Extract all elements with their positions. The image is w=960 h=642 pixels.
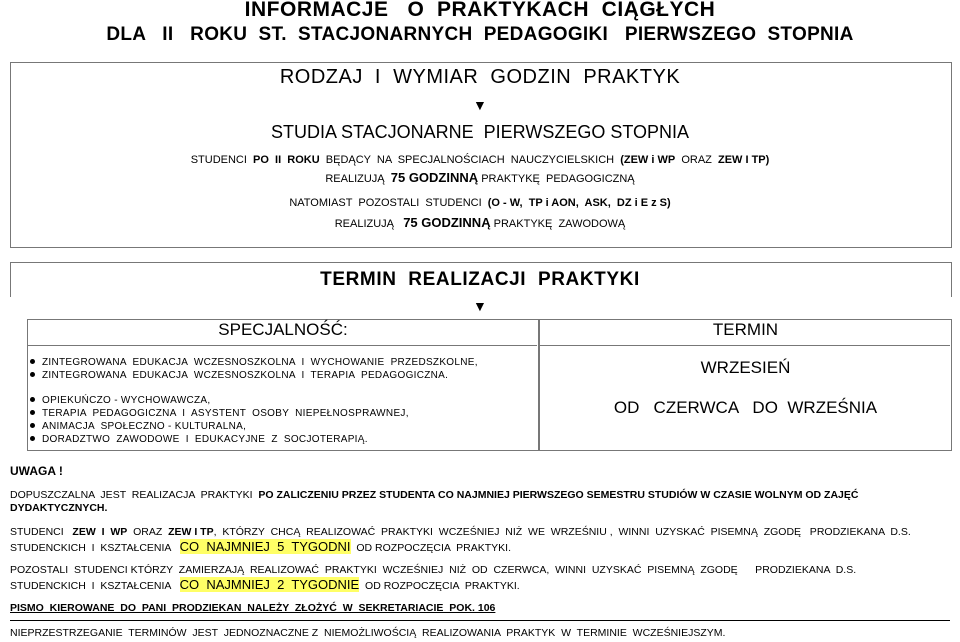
page-title: INFORMACJE O PRAKTYKACH CIĄGŁYCH: [244, 0, 716, 21]
divider: [27, 345, 537, 346]
studia-heading: STUDIA STACJONARNE PIERWSZEGO STOPNIA: [270, 122, 690, 142]
list-item: ZINTEGROWANA EDUKACJA WCZESNOSZKOLNA I WYCHOWANIE PRZEDSZKOLNE,: [30, 357, 478, 368]
hours-line-4: REALIZUJĄ 75 GODZINNĄ PRAKTYKĘ ZAWODOWĄ: [334, 215, 626, 230]
term-czerwiec-wrzesien: OD CZERWCA DO WRZEŚNIA: [613, 398, 878, 417]
note-paragraph-2-line-1: STUDENCI ZEW I WP ORAZ ZEW I TP, KTÓRZY CHCĄ REALIZOWAĆ PRAKTYKI WCZEŚNIEJ NIŻ WE WRZEŚNIU , WINNI UZYSKAĆ PISEMNĄ ZGODĘ PRODZIEKANA D.S.: [10, 526, 911, 538]
hours-line-2: REALIZUJĄ 75 GODZINNĄ PRAKTYKĘ PEDAGOGICZNĄ: [325, 170, 635, 185]
list-item: ZINTEGROWANA EDUKACJA WCZESNOSZKOLNA I TERAPIA PEDAGOGICZNA.: [30, 370, 448, 381]
hours-line-3: NATOMIAST POZOSTALI STUDENCI (O - W, TP i AON, ASK, DZ i E z S): [289, 197, 671, 209]
highlight-5-weeks: CO NAJMNIEJ 5 TYGODNI: [179, 539, 351, 554]
down-arrow-icon: ▼: [473, 97, 487, 113]
list-item: TERAPIA PEDAGOGICZNA I ASYSTENT OSOBY NIEPEŁNOSPRAWNEJ,: [30, 408, 409, 419]
note-deadline-warning: NIEPRZESTRZEGANIE TERMINÓW JEST JEDNOZNACZNE Z NIEMOŻLIWOŚCIĄ REALIZOWANIA PRAKTYK W TERMINIE WCZEŚNIEJSZYM.: [10, 627, 726, 639]
list-item: OPIEKUŃCZO - WYCHOWAWCZA,: [30, 395, 210, 406]
hours-line-1: STUDENCI PO II ROKU BĘDĄCY NA SPECJALNOŚCIACH NAUCZYCIELSKICH (ZEW i WP ORAZ ZEW I TP): [190, 154, 770, 166]
page-subtitle: DLA II ROKU ST. STACJONARNYCH PEDAGOGIKI PIERWSZEGO STOPNIA: [106, 24, 854, 45]
termin-header: TERMIN: [712, 320, 779, 339]
note-paragraph-3-line-2: STUDENCKICH I KSZTAŁCENIA CO NAJMNIEJ 2 TYGODNIE OD ROZPOCZĘCIA PRAKTYKI.: [10, 577, 520, 592]
list-item: ANIMACJA SPOŁECZNO - KULTURALNA,: [30, 421, 246, 432]
termin-title: TERMIN REALIZACJI PRAKTYKI: [320, 269, 640, 290]
highlight-2-weeks: CO NAJMNIEJ 2 TYGODNIE: [179, 577, 360, 592]
note-paragraph-3-line-1: POZOSTALI STUDENCI KTÓRZY ZAMIERZAJĄ REALIZOWAĆ PRAKTYKI WCZEŚNIEJ NIŻ OD CZERWCA, WINNI UZYSKAĆ PISEMNĄ ZGODĘ PRODZIEKANA D.S.: [10, 564, 857, 576]
uwaga-heading: UWAGA !: [10, 464, 63, 478]
hours-title: RODZAJ I WYMIAR GODZIN PRAKTYK: [279, 66, 681, 88]
note-paragraph-1: DOPUSZCZALNA JEST REALIZACJA PRAKTYKI PO ZALICZENIU PRZEZ STUDENTA CO NAJMNIEJ PIERWSZEGO SEMESTRU STUDIÓW W CZASIE WOLNYM OD ZAJĘĆ DYDAKTYCZNYCH.: [10, 489, 859, 514]
note-paragraph-2-line-2: STUDENCKICH I KSZTAŁCENIA CO NAJMNIEJ 5 TYGODNI OD ROZPOCZĘCIA PRAKTYKI.: [10, 539, 511, 554]
divider: [10, 620, 950, 621]
note-submit-info: PISMO KIEROWANE DO PANI PRODZIEKAN NALEŻY ZŁOŻYĆ W SEKRETARIACIE POK. 106: [10, 602, 496, 614]
specjalnosc-header: SPECJALNOŚĆ:: [218, 320, 348, 339]
term-wrzesien: WRZESIEŃ: [700, 358, 791, 377]
list-item: DORADZTWO ZAWODOWE I EDUKACYJNE Z SOCJOTERAPIĄ.: [30, 434, 368, 445]
divider: [539, 345, 950, 346]
down-arrow-icon: ▼: [473, 298, 487, 314]
